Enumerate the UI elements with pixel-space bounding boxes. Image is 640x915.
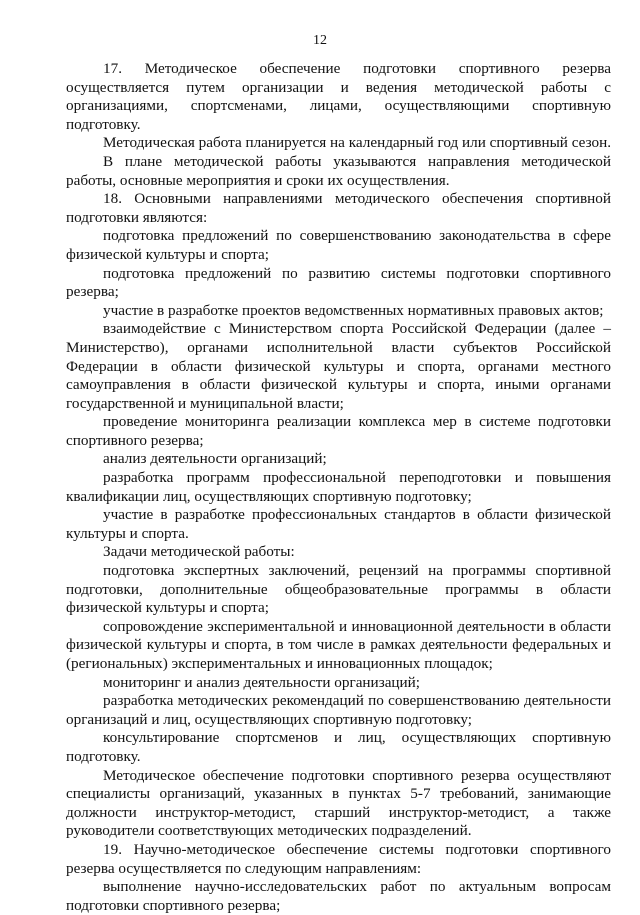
paragraph: участие в разработке профессиональных стандартов в области физической культуры и спорта.: [66, 506, 611, 542]
paragraph: мониторинг и анализ деятельности организаций;: [103, 673, 421, 691]
paragraph: 17. Методическое обеспечение подготовки спортивного резерва осуществляется путем организации и ведения методической работы с организациями, спортсменами, лицами, осуществляющими спортивную подготовку.: [66, 60, 611, 133]
paragraph: подготовка предложений по совершенствованию законодательства в сфере физической культуры и спорта;: [66, 227, 611, 263]
paragraph: подготовка предложений по развитию системы подготовки спортивного резерва;: [66, 264, 611, 301]
paragraph: Методическое обеспечение подготовки спортивного резерва осуществляют специалисты организаций, указанных в пунктах 5-7 требований, занимающие должности инструктор-методист, старший инструктор-методист, а также руководители соответствующих методических подразделений.: [66, 766, 611, 840]
paragraph: Методическая работа планируется на календарный год или спортивный сезон.: [103, 134, 612, 152]
page-number: 12: [313, 33, 327, 48]
paragraph: анализ деятельности организаций;: [103, 450, 327, 468]
paragraph: В плане методической работы указываются направления методической работы, основные мероприятия и сроки их осуществления.: [66, 152, 611, 189]
document-body: [66, 60, 611, 915]
paragraph: сопровождение экспериментальной и инновационной деятельности в области физической культуры и спорта, в том числе в рамках деятельности федеральных и (региональных) экспериментальных и инновационных площадок;: [66, 617, 611, 672]
paragraph: Задачи методической работы:: [103, 543, 295, 561]
paragraph: взаимодействие с Министерством спорта Российской Федерации (далее – Министерство), органами исполнительной власти субъектов Российской Федерации в области физической культуры и спорта, органами местного самоуправления в области физической культуры и спорта, иными органами государственной и муниципальной власти;: [66, 320, 611, 412]
paragraph: проведение мониторинга реализации комплекса мер в системе подготовки спортивного резерва;: [66, 413, 611, 449]
paragraph: разработка программ профессиональной переподготовки и повышения квалификации лиц, осуществляющих спортивную подготовку;: [66, 469, 611, 505]
paragraph: консультирование спортсменов и лиц, осуществляющих спортивную подготовку.: [66, 729, 611, 765]
paragraph: 18. Основными направлениями методического обеспечения спортивной подготовки являются:: [66, 190, 611, 226]
paragraph: 19. Научно-методическое обеспечение системы подготовки спортивного резерва осуществляется по следующим направлениям:: [66, 840, 611, 877]
paragraph: выполнение научно-исследовательских работ по актуальным вопросам подготовки спортивного резерва;: [66, 878, 611, 914]
paragraph: участие в разработке проектов ведомственных нормативных правовых актов;: [103, 301, 604, 319]
paragraph: разработка методических рекомендаций по совершенствованию деятельности организаций и лиц, осуществляющих спортивную подготовку;: [66, 692, 611, 728]
paragraph: подготовка экспертных заключений, рецензий на программы спортивной подготовки, дополнительные общеобразовательные программы в области физической культуры и спорта;: [66, 562, 611, 617]
